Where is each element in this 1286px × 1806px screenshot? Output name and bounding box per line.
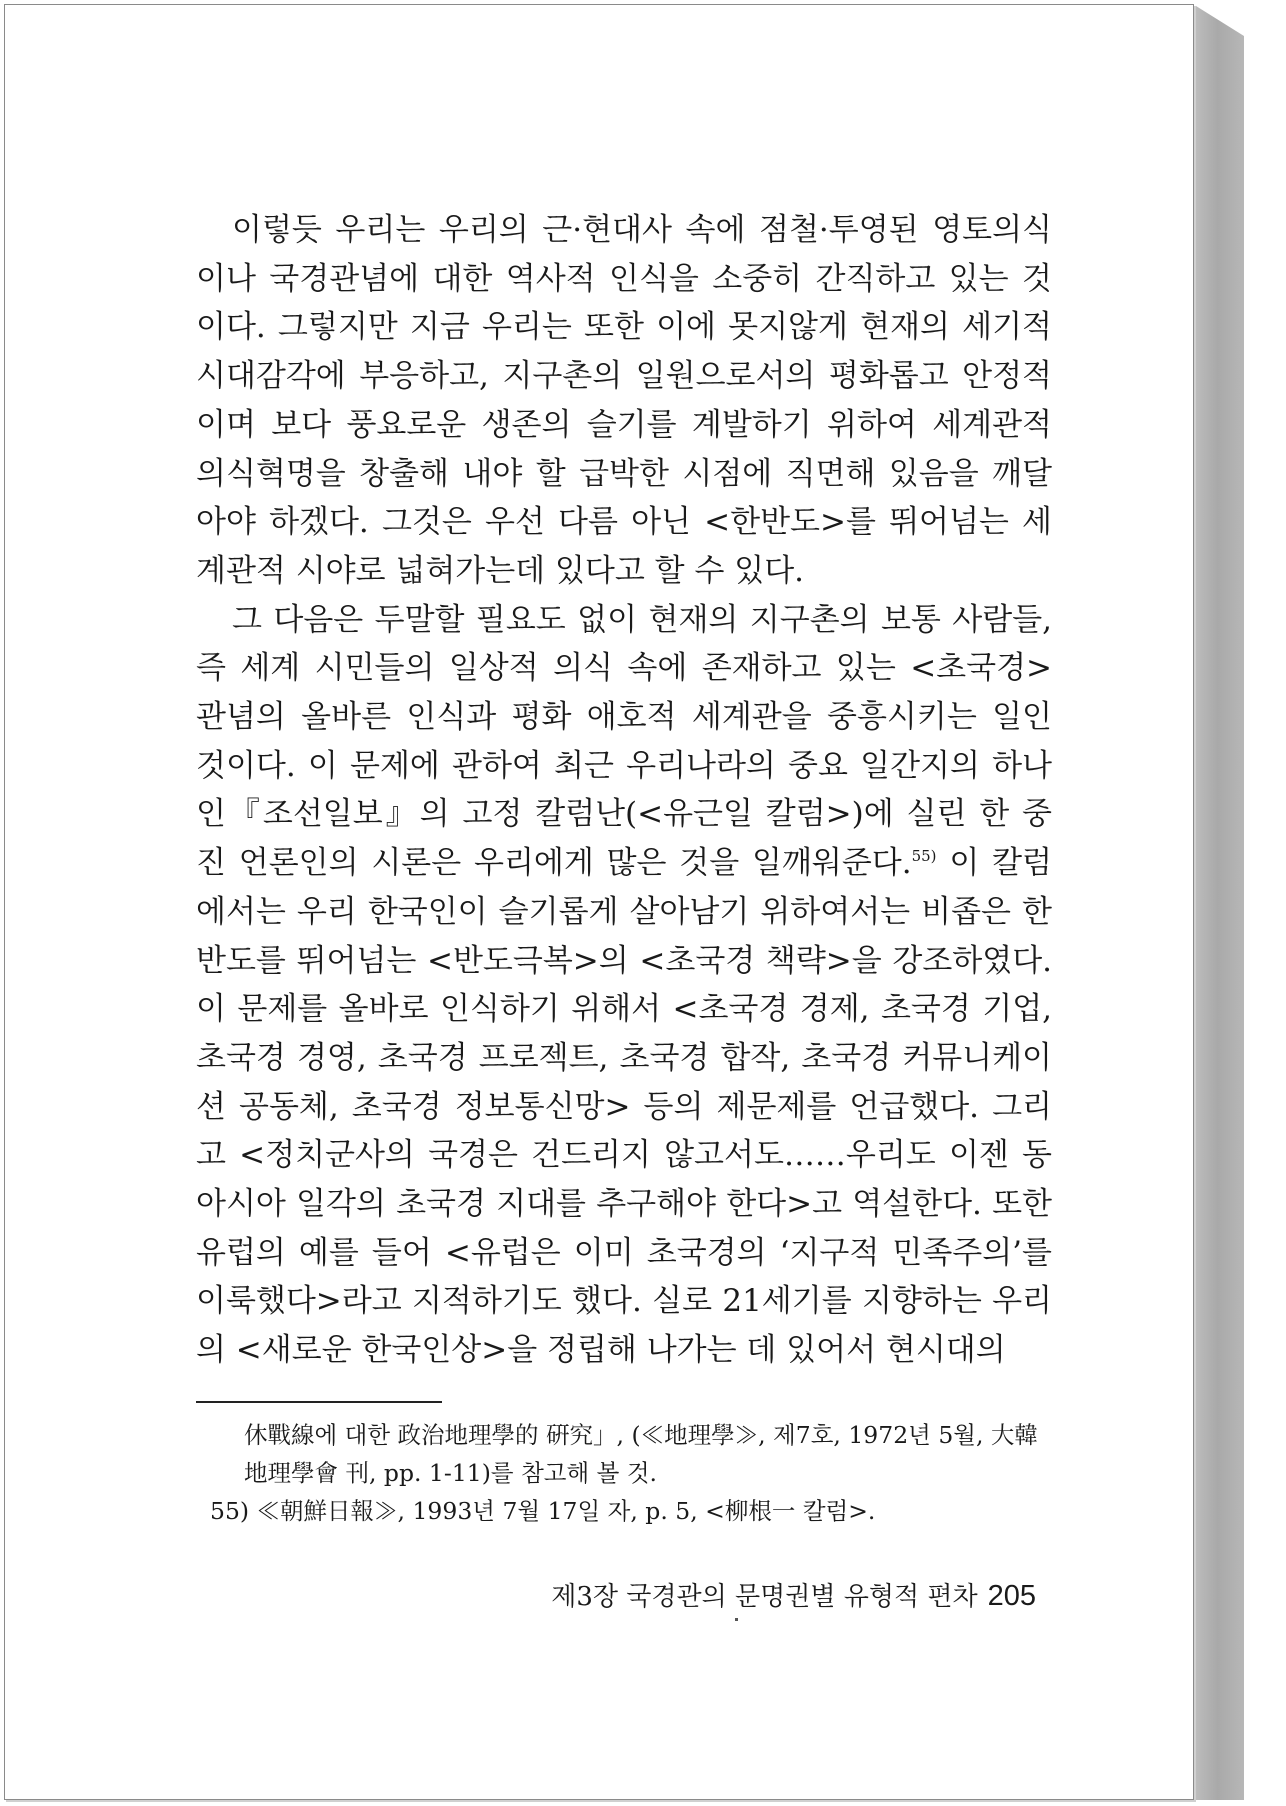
footnote-reference-55: 55) bbox=[911, 847, 937, 866]
scan-speck bbox=[735, 1618, 738, 1621]
paragraph-2 bbox=[196, 596, 1052, 1375]
page-number: 205 bbox=[987, 1580, 1036, 1612]
footnote-continued-line-1: 休戰線에 대한 政治地理學的 硏究」, (≪地理學≫, 제7호, 1972년 5월, 大韓 bbox=[244, 1421, 1038, 1449]
running-footer bbox=[540, 1576, 1036, 1613]
book-page-edge bbox=[1196, 6, 1244, 1800]
paragraph-2-text-a: 그 다음은 두말할 필요도 없이 현재의 지구촌의 보통 사람들, 즉 세계 시민들의 일상적 의식 속에 존재하고 있는 <초국경> 관념의 올바른 인식과 평화 애호적 세계관을 중흥시키는 일인 것이다. 이 문제에 관하여 최근 우리나라의 중요 일간지의 하나인『조선일보』의 고정 칼럼난(<유근일 칼럼>)에 실린 한 중진 언론인의 시론은 우리에게 많은 것을 일깨워준다. bbox=[196, 601, 1052, 882]
running-title: 제3장 국경관의 문명권별 유형적 편차 bbox=[551, 1582, 978, 1612]
footnote-55: 55) ≪朝鮮日報≫, 1993년 7월 17일 자, p. 5, <柳根一 칼럼>. bbox=[210, 1497, 876, 1525]
main-text bbox=[196, 206, 1052, 1375]
footnotes bbox=[210, 1416, 1052, 1530]
paragraph-2-text-b: 이 칼럼에서는 우리 한국인이 슬기롭게 살아남기 위하여서는 비좁은 한반도를 뛰어넘는 <반도극복>의 <초국경 책략>을 강조하였다. 이 문제를 올바로 인식하기 위해서 <초국경 경제, 초국경 기업, 초국경 경영, 초국경 프로젝트, 초국경 합작, 초국경 커뮤니케이션 공동체, 초국경 정보통신망> 등의 제문제를 언급했다. 그리고 <정치군사의 국경은 건드리지 않고서도……우리도 이젠 동아시아 일각의 초국경 지대를 추구해야 한다>고 역설한다. 또한 유럽의 예를 들어 <유럽은 이미 초국경의 ‘지구적 민족주의’를 이룩했다>라고 지적하기도 했다. 실로 21세기를 지향하는 우리의 <새로운 한국인상>을 정립해 나가는 데 있어서 현시대의 bbox=[196, 845, 1053, 1369]
footnote-separator bbox=[196, 1401, 442, 1403]
paragraph-1: 이렇듯 우리는 우리의 근·현대사 속에 점철·투영된 영토의식이나 국경관념에 대한 역사적 인식을 소중히 간직하고 있는 것이다. 그렇지만 지금 우리는 또한 이에 못지않게 현재의 세기적 시대감각에 부응하고, 지구촌의 일원으로서의 평화롭고 안정적이며 보다 풍요로운 생존의 슬기를 계발하기 위하여 세계관적 의식혁명을 창출해 내야 할 급박한 시점에 직면해 있음을 깨달아야 하겠다. 그것은 우선 다름 아닌 <한반도>를 뛰어넘는 세계관적 시야로 넓혀가는데 있다고 할 수 있다. bbox=[196, 212, 1052, 589]
footnote-continued-line-2: 地理學會 刊, pp. 1-11)를 참고해 볼 것. bbox=[244, 1459, 657, 1487]
